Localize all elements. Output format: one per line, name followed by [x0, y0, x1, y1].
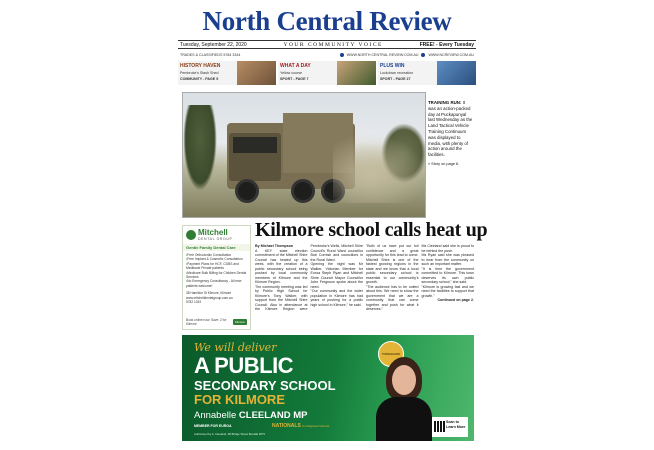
political-ad[interactable] — [182, 335, 474, 441]
classifieds-phone: TRADES & CLASSIFIEDS 5784 3344 — [180, 52, 241, 57]
social-links — [340, 53, 474, 57]
teaser-page: COMMUNITY - PAGE 5 — [180, 77, 219, 81]
teaser-page: SPORT - PAGE 27 — [380, 77, 411, 81]
globe-icon — [421, 53, 425, 57]
teaser-photo — [337, 61, 376, 85]
dental-ad[interactable] — [182, 225, 251, 330]
party-sub: for Regional Victoria — [302, 424, 330, 428]
story-paragraph: A KEY state election commitment of the Mitchell Shire Council has heated up this week, with the creation of a public secondary school being pushed by local community members of Kilmore and the Kilmore Region. — [255, 248, 308, 284]
story-paragraph: "Kilmore is growing fast and we need the facilities to support that growth." — [421, 284, 474, 298]
alt-website-link[interactable]: WWW.NCREVIEW.COM.AU — [428, 52, 474, 57]
teaser-sub: Lockdown recreation — [380, 71, 414, 75]
dental-phone[interactable]: 5782 1033 — [186, 300, 202, 305]
authorisation-line: Authorised by A. Cleeland, 68 Bridge Street Benalla 3672 — [194, 432, 266, 436]
dental-services — [183, 251, 250, 290]
website-link[interactable]: WWW.NORTH CENTRAL REVIEW.COM.AU — [346, 52, 419, 57]
wheel-shape — [291, 179, 315, 203]
facebook-icon — [340, 53, 344, 57]
portrait-body — [376, 397, 432, 441]
teaser-photo — [237, 61, 276, 85]
caption-more-link[interactable]: » Story on page 6. — [428, 161, 460, 166]
teaser-history-haven[interactable] — [178, 61, 276, 85]
dental-footer-text: Book online now. Save: 2 for Kilmore — [186, 318, 227, 326]
teaser-heading: HISTORY HAVEN — [180, 63, 221, 69]
teaser-what-a-day[interactable] — [278, 61, 376, 85]
ad-line-public: A PUBLIC — [194, 353, 294, 378]
dental-group: DENTAL GROUP — [198, 237, 233, 241]
qr-code-icon — [434, 421, 445, 432]
ad-line-intro: We will deliver — [194, 341, 277, 354]
candidate-portrait — [372, 357, 436, 441]
story-continued[interactable]: Continued on page 2. — [437, 298, 474, 302]
teaser-heading: PLUS WIN — [380, 63, 405, 69]
teaser-heading: WHAT A DAY — [280, 63, 311, 69]
ad-line-kilmore: FOR KILMORE — [194, 392, 285, 407]
list-item: • Free Implant & Cosmetic Consultation — [186, 257, 247, 261]
dental-site[interactable]: www.mitchelldentalgroup.com.au — [186, 295, 233, 300]
dental-footer — [186, 318, 247, 326]
issue-date: Tuesday, September 22, 2020 — [180, 41, 247, 48]
qr-line-1: Scan to — [446, 420, 459, 424]
candidate-first-name: Annabelle — [194, 410, 237, 421]
teaser-sub: Yellow course — [280, 71, 303, 75]
list-item: • Medicare Bulk Billing for Children Dental Services — [186, 271, 247, 280]
party-label: NATIONALS — [272, 423, 301, 429]
wheel-shape — [235, 179, 259, 203]
story-paragraph: The community meeting was led by Public High School for Kilmore's Tony Walker, with support from the Mitchell Shire Council. Also in attendance at the Kilmore Region were Pembroke's Wells, Mitchell Shire Council's Rural Ward councillor Bob Cornish and councillors in the Rural Ward. — [255, 244, 363, 311]
contact-strip — [178, 51, 476, 58]
masthead-tagline: YOUR COMMUNITY VOICE — [283, 41, 383, 48]
dental-brand: Mitchell — [198, 228, 228, 237]
party-name — [272, 423, 329, 429]
list-item: • Payment Plans for HCF, CDBS and Medibank Private patients — [186, 262, 247, 271]
tree-shape — [183, 105, 217, 191]
story-paragraph: "Our community and the wider population in Kilmore has had years of pushing for a public high school in Kilmore," he said. — [310, 289, 363, 307]
candidate-role: MEMBER FOR EUROA — [194, 424, 232, 428]
dental-address: 38 Hamilton St Kilmore, Kilmore — [186, 291, 232, 296]
qr-block[interactable] — [432, 417, 468, 437]
teaser-sub: Pembroke's Stash Shed — [180, 71, 219, 75]
teaser-plus-win[interactable] — [378, 61, 476, 85]
story-paragraph: Ms Ryan said she was pleased to hear from the community on such an important matter. — [421, 253, 474, 266]
dust-cloud — [333, 133, 426, 203]
hero-caption — [428, 100, 474, 168]
story-paragraph: "The audience has to be united about this. We need to show the government that we are a community that can come together and push for what it deserves." — [366, 284, 419, 311]
ad-line-school: SECONDARY SCHOOL — [194, 378, 336, 393]
truck-windscreen — [233, 137, 277, 153]
story-paragraph: "It is time the government committed to Kilmore. This town deserves its own public secondary school," she said. — [421, 266, 474, 284]
story-paragraph: Ms Cleeland said she is proud to be behind the push. — [421, 244, 474, 253]
teaser-strip — [178, 61, 476, 85]
list-item: • Free Orthodontic Consultation — [186, 253, 247, 257]
portrait-face — [392, 365, 416, 395]
dental-badge: Kilmore — [234, 320, 245, 324]
dental-contacts — [183, 290, 250, 305]
qr-line-2: Learn More — [446, 425, 466, 429]
candidate-name — [194, 410, 308, 421]
newspaper-front-page — [178, 0, 488, 450]
tooth-icon — [186, 230, 196, 240]
free-notice: FREE! - Every Tuesday — [419, 41, 474, 48]
caption-text: It was an action-packed day at Puckapunyal last Wednesday as the Land Tactical Vehicle Training Continuum was displayed to media, with plenty of action around the facilities. — [428, 100, 473, 158]
dental-logo — [183, 226, 250, 244]
seal-text: TOWN BOARD — [381, 353, 401, 356]
lead-story — [255, 244, 474, 330]
caption-lead: TRAINING RUN: — [428, 100, 462, 105]
story-paragraph: "Both of us have put our full confidence and a great opportunity for this lead to come. Mitchell Shire is one of the fastest growing regions in the state and we know that a local public secondary school is essential to our community's growth. — [366, 244, 419, 284]
story-byline: By Michael Thompson — [255, 244, 294, 248]
dental-tagline: Gentle Family Dental Care — [183, 244, 250, 251]
hero-photo-military-truck — [182, 92, 426, 218]
teaser-photo — [437, 61, 476, 85]
dateline-bar — [178, 40, 476, 49]
lead-headline[interactable]: Kilmore school calls heat up — [255, 219, 488, 241]
teaser-page: SPORT - PAGE 7 — [280, 77, 309, 81]
story-paragraph: Opening the night was Mr Walker. Victorian Member for Euroa Steph Ryan and Mitchell Shire Council Mayor Councillor John Ferguson spoke about the need. — [310, 262, 363, 289]
candidate-last-name: CLEELAND MP — [238, 410, 308, 421]
list-item: • No Emergency Consultancy - All new patients welcome! — [186, 279, 247, 288]
masthead-title: North Central Review — [202, 6, 452, 36]
